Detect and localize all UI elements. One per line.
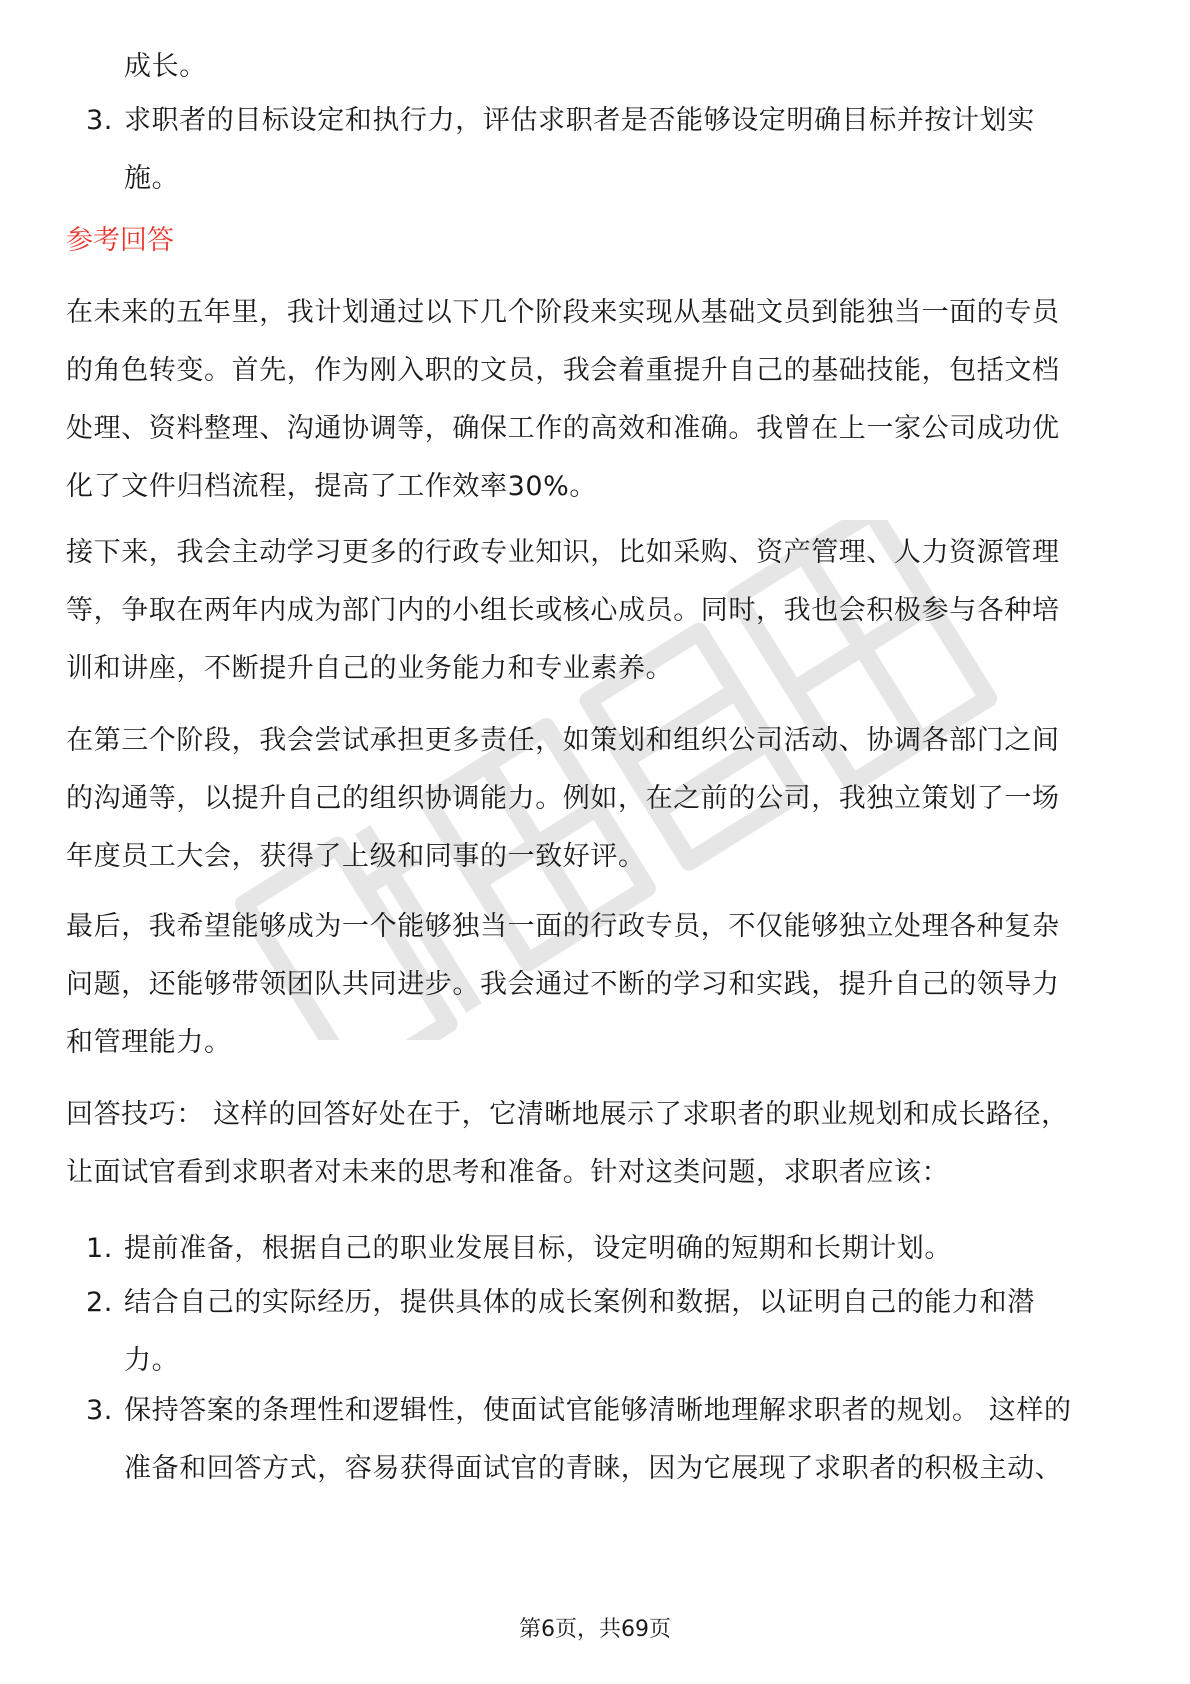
list-item-line: 提前准备，根据自己的职业发展目标，设定明确的短期和长期计划。	[124, 1233, 952, 1264]
section-heading: 参考回答	[66, 225, 174, 256]
paragraph-3	[66, 712, 1126, 886]
list-number: 2.	[86, 1287, 113, 1318]
paragraph-line: 回答技巧： 这样的回答好处在于，它清晰地展示了求职者的职业规划和成长路径，	[66, 1099, 1069, 1130]
list-item-line: 力。	[124, 1345, 180, 1376]
paragraph-line: 和管理能力。	[66, 1027, 232, 1058]
list-item-line: 结合自己的实际经历，提供具体的成长案例和数据，以证明自己的能力和潜	[124, 1287, 1035, 1318]
paragraph-line: 处理、资料整理、沟通协调等，确保工作的高效和准确。我曾在上一家公司成功优	[66, 413, 1060, 444]
answer-tips-paragraph	[66, 1086, 1126, 1202]
paragraph-line: 在第三个阶段，我会尝试承担更多责任，如策划和组织公司活动、协调各部门之间	[66, 725, 1060, 756]
list-item-line: 求职者的目标设定和执行力，评估求职者是否能够设定明确目标并按计划实	[124, 105, 1035, 136]
tips-list-item-2	[72, 1274, 1170, 1390]
paragraph-line: 接下来，我会主动学习更多的行政专业知识，比如采购、资产管理、人力资源管理	[66, 537, 1060, 568]
tips-list-item-1	[72, 1220, 1170, 1278]
paragraph-2	[66, 524, 1126, 698]
list-number: 3.	[86, 1395, 113, 1426]
list-item-line: 施。	[124, 163, 180, 194]
list-item-line: 准备和回答方式，容易获得面试官的青睐，因为它展现了求职者的积极主动、	[124, 1453, 1063, 1484]
paragraph-1	[66, 284, 1126, 516]
paragraph-line: 化了文件归档流程，提高了工作效率30%。	[66, 471, 598, 502]
tips-list-item-3	[72, 1382, 1170, 1498]
list-number: 1.	[86, 1233, 113, 1264]
paragraph-line: 等，争取在两年内成为部门内的小组长或核心成员。同时，我也会积极参与各种培	[66, 595, 1060, 626]
page-number-footer: 第6页，共69页	[519, 1617, 671, 1642]
paragraph-line: 年度员工大会，获得了上级和同事的一致好评。	[66, 841, 646, 872]
paragraph-line: 的沟通等，以提升自己的组织协调能力。例如，在之前的公司，我独立策划了一场	[66, 783, 1060, 814]
paragraph-line: 最后，我希望能够成为一个能够独当一面的行政专员，不仅能够独立处理各种复杂	[66, 911, 1060, 942]
list-number: 3.	[86, 105, 113, 136]
list-item-line: 保持答案的条理性和逻辑性，使面试官能够清晰地理解求职者的规划。 这样的	[124, 1395, 1072, 1426]
paragraph-line: 问题，还能够带领团队共同进步。我会通过不断的学习和实践，提升自己的领导力	[66, 969, 1060, 1000]
list-item-2-continuation	[72, 38, 1170, 96]
list-item-text: 成长。	[124, 51, 207, 82]
paragraph-line: 在未来的五年里，我计划通过以下几个阶段来实现从基础文员到能独当一面的专员	[66, 297, 1060, 328]
paragraph-line: 的角色转变。首先，作为刚入职的文员，我会着重提升自己的基础技能，包括文档	[66, 355, 1060, 386]
paragraph-4	[66, 898, 1126, 1072]
list-item-3	[72, 92, 1170, 208]
paragraph-line: 让面试官看到求职者对未来的思考和准备。针对这类问题，求职者应该：	[66, 1157, 950, 1188]
paragraph-line: 训和讲座，不断提升自己的业务能力和专业素养。	[66, 653, 674, 684]
